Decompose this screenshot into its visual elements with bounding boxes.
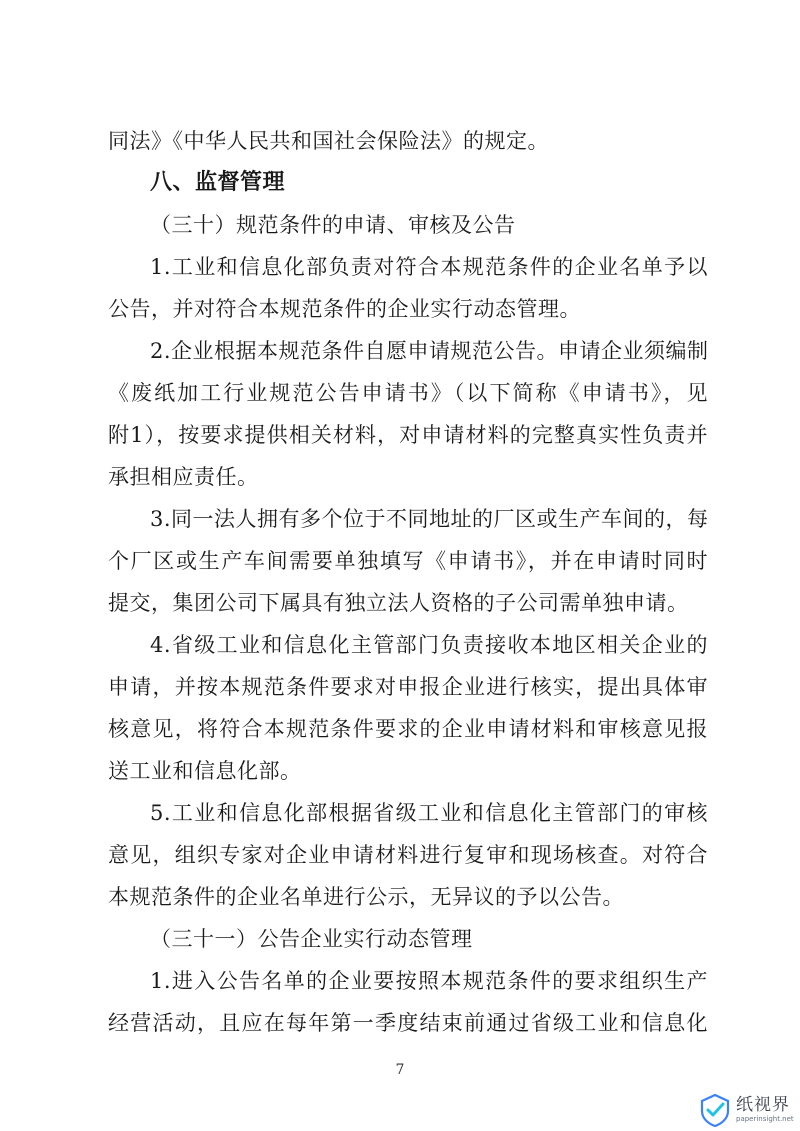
text-line: 个厂区或生产车间需要单独填写《申请书》，并在申请时同时 <box>108 549 708 573</box>
text-line: 5.工业和信息化部根据省级工业和信息化主管部门的审核 <box>150 801 708 825</box>
text-line: 《废纸加工行业规范公告申请书》（以下简称《申请书》，见 <box>108 381 708 405</box>
text-line: 意见，组织专家对企业申请材料进行复审和现场核查。对符合 <box>108 843 708 867</box>
text-line: 公告，并对符合本规范条件的企业实行动态管理。 <box>108 297 581 321</box>
document-body <box>108 120 708 1044</box>
subsection-heading: （三十）规范条件的申请、审核及公告 <box>150 213 516 237</box>
watermark <box>698 1092 798 1128</box>
text-line: 承担相应责任。 <box>108 465 259 489</box>
text-line: 1.进入公告名单的企业要按照本规范条件的要求组织生产 <box>150 969 708 993</box>
section-heading: 八、监督管理 <box>150 170 286 195</box>
text-line: 2.企业根据本规范条件自愿申请规范公告。申请企业须编制 <box>150 339 709 363</box>
watermark-name: 纸视界 <box>736 1095 790 1115</box>
text-line: 附1），按要求提供相关材料，对申请材料的完整真实性负责并 <box>108 423 708 447</box>
subsection-heading: （三十一）公告企业实行动态管理 <box>150 927 473 951</box>
text-line: 送工业和信息化部。 <box>108 759 302 783</box>
text-line: 申请，并按本规范条件要求对申报企业进行核实，提出具体审 <box>108 675 708 699</box>
text-line: 提交，集团公司下属具有独立法人资格的子公司需单独申请。 <box>108 591 689 615</box>
text-line: 3.同一法人拥有多个位于不同地址的厂区或生产车间的，每 <box>150 507 709 531</box>
text-line: 4.省级工业和信息化主管部门负责接收本地区相关企业的 <box>150 633 708 657</box>
check-badge-icon <box>698 1093 732 1127</box>
page-number: 7 <box>395 1062 405 1078</box>
watermark-url: paperinsight.net <box>736 1115 794 1123</box>
text-line: 1.工业和信息化部负责对符合本规范条件的企业名单予以 <box>150 255 708 279</box>
text-line: 核意见，将符合本规范条件要求的企业申请材料和审核意见报 <box>108 717 708 741</box>
text-line: 本规范条件的企业名单进行公示，无异议的予以公告。 <box>108 885 624 909</box>
text-line: 同法》《中华人民共和国社会保险法》的规定。 <box>108 129 549 153</box>
text-line: 经营活动，且应在每年第一季度结束前通过省级工业和信息化 <box>108 1011 708 1035</box>
